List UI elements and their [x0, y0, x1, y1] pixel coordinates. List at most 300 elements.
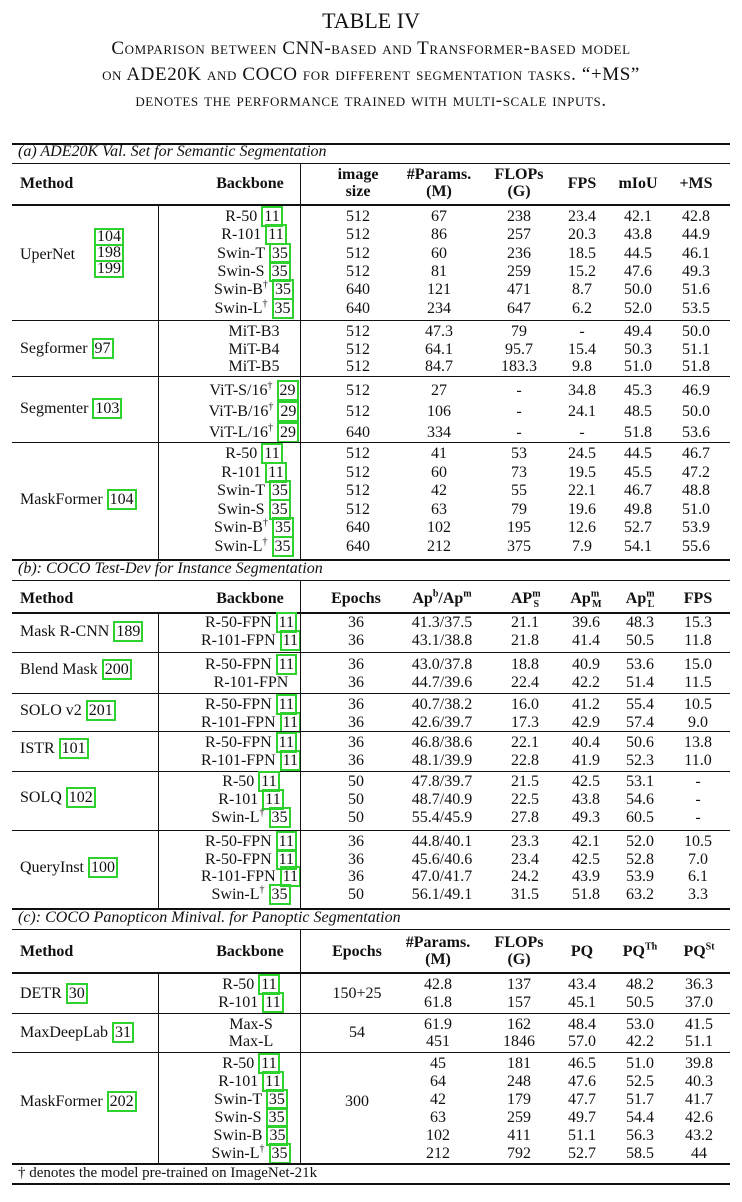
dagger-mark: †: [262, 518, 268, 530]
backbone-cell: [180, 340, 328, 359]
citation: 103: [92, 398, 122, 419]
cell-params: 61.9: [424, 1016, 452, 1033]
cell-ap: 48.7/40.9: [411, 791, 473, 808]
citation: 202: [107, 1091, 137, 1112]
cell-ms: 51.1: [682, 340, 710, 358]
citation: 11: [262, 992, 283, 1013]
cell-pq: 57.0: [568, 1033, 596, 1050]
cell-size: 512: [346, 482, 370, 500]
method-name: [20, 660, 132, 679]
backbone-cell: [180, 500, 328, 519]
backbone-name: R-101: [218, 994, 259, 1011]
cell-ap: 47.0/41.7: [411, 868, 473, 885]
cell-flops: 257: [507, 226, 531, 244]
backbone-name: R-50-FPN: [204, 696, 272, 713]
citation: 11: [265, 224, 286, 245]
backbone-cell: [180, 537, 328, 556]
table-row: [12, 1144, 730, 1163]
cell-pq-st: 44: [691, 1145, 707, 1162]
table-rule: [12, 163, 730, 164]
cell-ap-s: 31.5: [511, 885, 539, 903]
method-name: [20, 984, 88, 1003]
cell-ap: 40.7/38.2: [411, 696, 473, 713]
cell-ap-m: 39.6: [572, 614, 600, 631]
table-row: [12, 1072, 730, 1091]
backbone-cell: [174, 975, 328, 994]
cell-ap-s: 22.1: [511, 734, 539, 751]
cell-params: 102: [427, 519, 451, 537]
cell-flops: 73: [511, 463, 527, 481]
cell-pq: 43.4: [568, 976, 596, 993]
cell-flops: 181: [507, 1055, 531, 1072]
header-params: #Params.: [405, 934, 471, 951]
cell-pq-th: 53.0: [626, 1016, 654, 1033]
subscript: S: [533, 599, 540, 611]
cell-flops: 183.3: [501, 358, 537, 375]
sup-b: b: [432, 588, 439, 600]
cell-flops: -: [516, 382, 522, 399]
backbone-name: R-50: [222, 773, 255, 790]
superscript: m: [590, 588, 600, 600]
cell-ap-s: 17.3: [511, 714, 539, 731]
cell-params: 212: [426, 1145, 450, 1162]
citation: 11: [258, 974, 279, 995]
cell-fps: 19.5: [568, 463, 596, 481]
table-row: [12, 713, 730, 732]
method-label: SOLO v2: [20, 702, 86, 719]
cell-fps: 3.3: [688, 885, 708, 903]
backbone-cell: [174, 1090, 328, 1109]
backbone-cell: [174, 850, 328, 869]
backbone-name: ViT-B/16: [208, 403, 269, 420]
cell-fps: 20.3: [568, 226, 596, 244]
citation: 97: [92, 338, 114, 359]
cell-miou: 52.0: [624, 299, 652, 317]
cell-flops: 137: [507, 976, 531, 993]
citation: 200: [102, 659, 132, 680]
table-row: [12, 537, 730, 556]
cell-pq: 48.4: [568, 1016, 596, 1033]
cell-pq-th: 58.5: [626, 1145, 654, 1162]
cell-params: 67: [431, 208, 447, 225]
table-rule: [12, 1013, 730, 1014]
backbone-cell: [174, 867, 328, 886]
cell-ap-l: 53.9: [626, 868, 654, 885]
method-label: MaskFormer: [20, 1093, 107, 1110]
cell-flops: 792: [507, 1145, 531, 1162]
cell-size: 512: [346, 340, 370, 358]
backbone-name: Swin-T: [217, 244, 265, 262]
column-divider: [158, 612, 159, 908]
cell-epochs: 54: [349, 1024, 365, 1041]
cell-fps: 15.3: [684, 614, 712, 631]
cell-fps: -: [695, 809, 701, 826]
cell-ms: 44.9: [682, 226, 710, 244]
cell-fps: 11.0: [684, 752, 712, 769]
method-name: [20, 339, 114, 358]
table-rule: [12, 376, 730, 377]
cell-pq-st: 51.1: [685, 1033, 713, 1050]
cell-params: 106: [427, 403, 451, 420]
citation: 35: [272, 536, 294, 557]
cell-ap-l: 54.6: [626, 791, 654, 808]
table-row: [12, 832, 730, 851]
method-name: [20, 858, 118, 877]
cell-ap-l: 52.3: [626, 752, 654, 769]
sup-m: m: [463, 588, 472, 600]
header-pq: PQ: [570, 943, 594, 960]
citation: 104: [107, 489, 137, 510]
backbone-cell: [174, 772, 328, 791]
table-rule: [12, 929, 730, 930]
method-name: [20, 739, 89, 758]
cell-fps: -: [695, 773, 701, 790]
backbone-name: R-50-FPN: [204, 850, 272, 868]
backbone-cell: [180, 444, 328, 463]
cell-fps: 11.8: [684, 632, 712, 649]
cell-ap: 44.8/40.1: [411, 833, 473, 850]
citation: 35: [266, 1107, 288, 1128]
cell-ap-l: 50.5: [626, 632, 654, 649]
table-row: [12, 772, 730, 791]
method-label: MaskFormer: [20, 491, 107, 508]
column-divider: [300, 929, 301, 1163]
table-row: [12, 280, 730, 299]
cell-epochs: 36: [348, 696, 364, 713]
table-row: [12, 463, 730, 482]
cell-miou: 54.1: [624, 538, 652, 555]
cell-fps: 7.0: [688, 850, 708, 868]
citation: 11: [280, 630, 301, 651]
backbone-cell: [180, 225, 328, 244]
backbone-name: MiT-B4: [228, 340, 280, 358]
cell-ms: 51.0: [682, 500, 710, 518]
cell-flops: 238: [507, 208, 531, 225]
backbone-name: R-101: [221, 463, 262, 481]
cell-ap-s: 22.5: [511, 791, 539, 808]
table-rule: [12, 1052, 730, 1053]
cell-ms: 48.8: [682, 482, 710, 500]
cell-fps: 6.2: [572, 299, 592, 317]
cell-pq-th: 56.3: [626, 1127, 654, 1144]
table-row: [12, 695, 730, 714]
citation: 11: [276, 831, 297, 852]
backbone-name: Swin-B: [213, 1127, 263, 1144]
cell-size: 512: [346, 208, 370, 225]
cell-ap-m: 42.5: [572, 850, 600, 868]
citation: 29: [277, 380, 299, 401]
header-method: Method: [20, 175, 74, 192]
cell-ap-m: 42.1: [572, 833, 600, 850]
citation: 35: [266, 1125, 288, 1146]
cell-pq-st: 43.2: [685, 1127, 713, 1144]
table-row: [12, 444, 730, 463]
backbone-cell: [180, 299, 328, 318]
table-rule: [12, 204, 730, 206]
cell-size: 640: [346, 299, 370, 317]
method-name: [20, 490, 137, 509]
backbone-cell: [174, 751, 328, 770]
table-row: [12, 423, 730, 442]
section-title: (b): COCO Test-Dev for Instance Segmentation: [18, 560, 323, 577]
backbone-name: Swin-L: [211, 885, 260, 903]
citation: 35: [272, 517, 294, 538]
backbone-cell: [174, 808, 328, 827]
cell-ap-s: 18.8: [511, 656, 539, 673]
citation: 35: [266, 1089, 288, 1110]
table-row: [12, 518, 730, 537]
cell-params: 47.3: [425, 323, 453, 340]
citation: 35: [269, 807, 291, 828]
cell-ap-l: 52.0: [626, 833, 654, 850]
cell-size: 512: [346, 463, 370, 481]
cell-miou: 51.8: [624, 424, 652, 441]
backbone-name: R-50: [225, 208, 258, 225]
section-title: (c): COCO Panopticon Minival. for Panoptic Segmentation: [18, 909, 401, 926]
cell-ap: 42.6/39.7: [411, 714, 473, 731]
header-flops: FLOPs: [494, 934, 544, 951]
backbone-name: Swin-B: [214, 281, 263, 299]
cell-ap-l: 60.5: [626, 809, 654, 826]
footnote: † denotes the model pre-trained on ImageNet-21k: [18, 1165, 318, 1181]
dagger-mark: †: [262, 279, 268, 291]
cell-ap-m: 41.9: [572, 752, 600, 769]
cell-fps: 7.9: [572, 538, 592, 555]
backbone-cell: [174, 655, 328, 674]
cell-ms: 46.9: [682, 382, 710, 399]
backbone-name: R-50-FPN: [204, 734, 272, 751]
cell-pq-st: 40.3: [685, 1073, 713, 1090]
method-label: SOLQ: [20, 789, 66, 806]
header-epochs: Epochs: [332, 943, 382, 960]
header-fps: FPS: [683, 590, 713, 607]
caption-line-2: on ADE20K and COCO for different segmentation tasks. “+MS”: [102, 64, 640, 85]
cell-size: 640: [346, 519, 370, 537]
cell-ms: 46.1: [682, 244, 710, 262]
cell-fps: 24.1: [568, 403, 596, 420]
table-row: [12, 1054, 730, 1073]
method-label: DETR: [20, 985, 66, 1002]
backbone-name: R-101: [218, 1073, 259, 1090]
backbone-name: Max-S: [229, 1016, 273, 1033]
cell-size: 512: [346, 244, 370, 262]
citation: 100: [88, 857, 118, 878]
cell-size: 512: [346, 382, 370, 399]
cell-fps: 9.8: [572, 358, 592, 375]
cell-flops: 195: [507, 519, 531, 537]
cell-fps: 24.5: [568, 445, 596, 462]
backbone-cell: [174, 790, 328, 809]
method-label: Segmenter: [20, 400, 93, 417]
cell-fps: 15.4: [568, 340, 596, 358]
method-name: [20, 701, 116, 720]
citation: 30: [66, 983, 88, 1004]
cell-pq-st: 37.0: [685, 994, 713, 1011]
cell-fps: 15.0: [684, 656, 712, 673]
method-label: Blend Mask: [20, 661, 102, 678]
dagger-mark: †: [268, 401, 274, 413]
cell-epochs: 50: [348, 773, 364, 790]
citation: 198: [94, 244, 124, 262]
table-row: [12, 299, 730, 318]
cell-epochs: 50: [348, 885, 364, 903]
table-rule: [12, 320, 730, 321]
backbone-cell: [174, 631, 328, 650]
superscript: Th: [644, 941, 658, 953]
cell-ap-m: 43.9: [572, 868, 600, 885]
backbone-name: R-50-FPN: [204, 833, 272, 850]
backbone-cell: [174, 1144, 328, 1163]
method-label: ISTR: [20, 740, 59, 757]
table-rule: [12, 580, 730, 581]
cell-ap-s: 16.0: [511, 696, 539, 713]
superscript: m: [532, 588, 541, 600]
cell-flops: 375: [507, 538, 531, 555]
header-params: #Params.: [406, 166, 472, 183]
header-backbone: Backbone: [216, 943, 284, 960]
cell-ms: 53.5: [682, 299, 710, 317]
backbone-name: Swin-B: [214, 519, 263, 537]
backbone-name: R-50-FPN: [204, 614, 272, 631]
cell-flops: 55: [511, 482, 527, 500]
cell-params: 41: [431, 445, 447, 462]
citation: 11: [276, 694, 297, 715]
cell-params: 45: [430, 1055, 446, 1072]
backbone-name: R-101-FPN: [200, 752, 276, 769]
method-label: Mask R-CNN: [20, 623, 114, 640]
cell-params: 84.7: [425, 358, 453, 375]
cell-pq-th: 51.7: [626, 1091, 654, 1108]
header-ap-l: $Ap^m_L$: [625, 588, 655, 611]
cell-params: 42.8: [424, 976, 452, 993]
cell-pq: 49.7: [568, 1109, 596, 1126]
dagger-mark: †: [262, 298, 268, 310]
cell-epochs: 300: [345, 1093, 369, 1110]
cell-ms: 46.7: [682, 445, 710, 462]
cell-fps: 10.5: [684, 696, 712, 713]
backbone-name: ViT-S/16: [209, 382, 268, 399]
cell-miou: 49.8: [624, 500, 652, 518]
method-label: Segformer: [20, 340, 92, 357]
cell-fps: 15.2: [568, 262, 596, 280]
cell-flops: 179: [507, 1091, 531, 1108]
cell-ap-l: 51.4: [626, 674, 654, 691]
cell-ap: 48.1/39.9: [411, 752, 473, 769]
header-pq-st: $PQ^{St}$: [683, 941, 715, 960]
cell-pq-st: 41.5: [685, 1016, 713, 1033]
cell-pq-th: 50.5: [626, 994, 654, 1011]
table-row: [12, 751, 730, 770]
header-fps: FPS: [567, 175, 597, 192]
backbone-name: R-101-FPN: [200, 714, 276, 731]
cell-params: 86: [431, 226, 447, 244]
citation: 11: [280, 866, 301, 887]
citation: 11: [280, 712, 301, 733]
cell-flops: 79: [511, 323, 527, 340]
method-name: [20, 1092, 137, 1111]
cell-ap: 44.7/39.6: [411, 674, 473, 691]
cell-flops: 53: [511, 445, 527, 462]
cell-ap-l: 48.3: [626, 614, 654, 631]
cell-miou: 51.0: [624, 358, 652, 375]
cell-ap: 55.4/45.9: [411, 809, 473, 826]
cell-miou: 44.5: [624, 244, 652, 262]
header-ap: Ap$^b$/Ap$^m$: [412, 588, 472, 607]
cell-epochs: 36: [348, 614, 364, 631]
method-name: [20, 788, 96, 807]
citation: 11: [261, 443, 282, 464]
citation: 11: [276, 654, 297, 675]
backbone-name: Swin-S: [217, 262, 265, 280]
backbone-cell: [174, 613, 328, 632]
cell-fps: 18.5: [568, 244, 596, 262]
backbone-cell: [180, 402, 328, 421]
cell-pq-th: 42.2: [626, 1033, 654, 1050]
backbone-name: Swin-T: [214, 1091, 262, 1108]
column-divider: [158, 972, 159, 1163]
cell-fps: 23.4: [568, 208, 596, 225]
citation: 104: [94, 228, 124, 246]
superscript: St: [705, 941, 715, 953]
cell-flops: 95.7: [505, 340, 533, 358]
cell-ms: 55.6: [682, 538, 710, 555]
method-label: QueryInst: [20, 859, 88, 876]
cell-params: 102: [426, 1127, 450, 1144]
cell-fps: 6.1: [688, 868, 708, 885]
cell-fps: -: [579, 323, 585, 340]
cell-flops: 1846: [503, 1033, 535, 1050]
cell-flops: 647: [507, 299, 531, 317]
cell-params: 60: [431, 463, 447, 481]
cell-epochs: 36: [348, 868, 364, 885]
citation: 35: [269, 884, 291, 905]
citation: 11: [261, 206, 282, 227]
citation: 31: [112, 1022, 134, 1043]
table-row: [12, 885, 730, 904]
cell-pq: 46.5: [568, 1055, 596, 1072]
cell-epochs: 50: [348, 809, 364, 826]
backbone-cell: [174, 673, 328, 692]
backbone-name: R-50: [225, 445, 258, 462]
dagger-mark: †: [267, 380, 273, 392]
backbone-name: Swin-L: [211, 809, 260, 826]
dagger-mark: †: [259, 884, 265, 896]
cell-miou: 50.0: [624, 281, 652, 299]
header-backbone: Backbone: [216, 590, 284, 607]
cell-ms: 50.0: [682, 323, 710, 340]
table-rule: [12, 693, 730, 694]
method-name: [20, 1023, 134, 1042]
cell-ms: 51.6: [682, 281, 710, 299]
backbone-cell: [180, 357, 328, 376]
cell-pq: 47.6: [568, 1073, 596, 1090]
section-a-header: [12, 166, 730, 202]
cell-ms: 50.0: [682, 403, 710, 420]
dagger-mark: †: [267, 422, 273, 434]
cell-ap-s: 23.4: [511, 850, 539, 868]
citation: 35: [269, 261, 291, 282]
citation: 29: [277, 422, 299, 443]
backbone-name: Swin-S: [217, 500, 265, 518]
backbone-cell: [174, 733, 328, 752]
cell-size: 512: [346, 500, 370, 518]
backbone-cell: [174, 885, 328, 904]
backbone-name: MiT-B5: [228, 358, 280, 375]
cell-ap-s: 24.2: [511, 868, 539, 885]
cell-size: 512: [346, 226, 370, 244]
header-flops-unit: (G): [507, 183, 531, 200]
section-b-header: [12, 588, 730, 610]
